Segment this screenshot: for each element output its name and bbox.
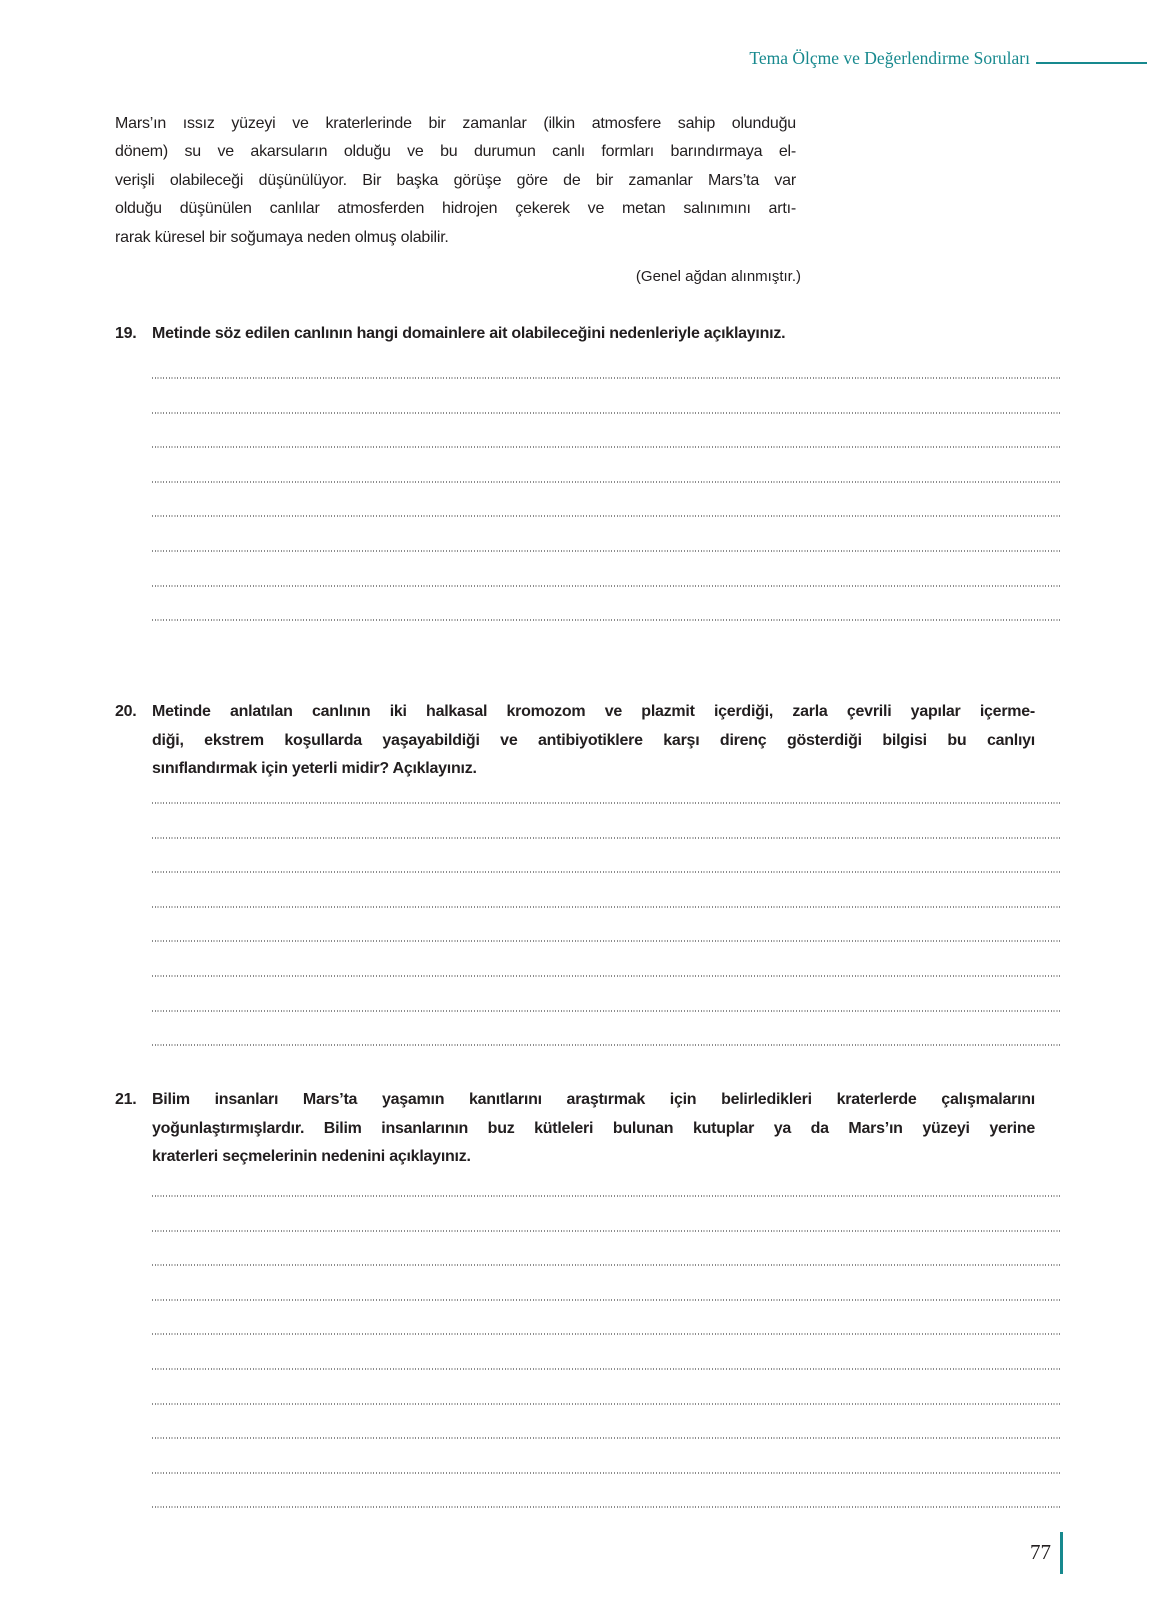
answer-line	[152, 1333, 1062, 1368]
question-21	[115, 1086, 1035, 1172]
answer-line	[152, 1506, 1062, 1541]
footer-accent-bar	[1060, 1532, 1063, 1574]
question-20	[115, 698, 1035, 784]
intro-line: verişli olabileceği düşünülüyor. Bir başka görüşe göre de bir zamanlar Mars’ta var	[115, 171, 796, 189]
answer-line	[152, 1472, 1062, 1507]
answer-line	[152, 975, 1062, 1010]
answer-line	[152, 377, 1062, 412]
question-line: Bilim insanları Mars’ta yaşamın kanıtlarını araştırmak için belirledikleri kraterlerde çalışmalarını	[152, 1091, 1035, 1108]
question-19	[115, 320, 1035, 349]
question-line: diği, ekstrem koşullarda yaşayabildiği ve antibiyotiklere karşı direnç gösterdiği bilgisi bu canlıyı	[152, 731, 1035, 749]
answer-line	[152, 940, 1062, 975]
answer-line	[152, 481, 1062, 516]
answer-line	[152, 1368, 1062, 1403]
intro-line: olduğu düşünülen canlılar atmosferden hidrojen çekerek ve metan salınımını artı-	[115, 200, 796, 218]
header-rule	[1036, 62, 1147, 64]
source-attribution: (Genel ağdan alınmıştır.)	[635, 268, 801, 285]
answer-lines-q21	[152, 1195, 1062, 1541]
intro-paragraph	[115, 110, 796, 252]
answer-line	[152, 1010, 1062, 1045]
question-text	[152, 1086, 1035, 1172]
answer-lines-q20	[152, 802, 1062, 1079]
question-number: 20.	[115, 703, 137, 720]
question-number: 19.	[115, 325, 137, 342]
question-line: yoğunlaştırmışlardır. Bilim insanlarının buz kütleleri bulunan kutuplar ya da Mars’ın yüzeyi yerine	[152, 1119, 1035, 1137]
answer-lines-q19	[152, 377, 1062, 654]
answer-line	[152, 550, 1062, 585]
answer-line	[152, 1195, 1062, 1230]
page-number: 77	[1030, 1540, 1051, 1564]
answer-line	[152, 619, 1062, 654]
question-number: 21.	[115, 1091, 137, 1108]
answer-line	[152, 871, 1062, 906]
answer-line	[152, 802, 1062, 837]
answer-line	[152, 1264, 1062, 1299]
answer-line	[152, 515, 1062, 550]
question-line: Metinde anlatılan canlının iki halkasal kromozom ve plazmit içerdiği, zarla çevrili yapılar içerme-	[152, 703, 1035, 720]
question-text	[152, 698, 1035, 784]
answer-line	[152, 1403, 1062, 1438]
answer-line	[152, 906, 1062, 941]
question-line: sınıflandırmak için yeterli midir? Açıklayınız.	[152, 760, 477, 777]
question-line: Metinde söz edilen canlının hangi domainlere ait olabileceğini nedenleriyle açıklayınız.	[152, 325, 786, 342]
answer-line	[152, 837, 1062, 872]
answer-line	[152, 585, 1062, 620]
answer-line	[152, 1230, 1062, 1265]
page-title: Tema Ölçme ve Değerlendirme Soruları	[749, 48, 1030, 68]
question-text	[152, 320, 1035, 349]
answer-line	[152, 1299, 1062, 1334]
answer-line	[152, 1437, 1062, 1472]
answer-line	[152, 412, 1062, 447]
answer-line	[152, 1044, 1062, 1079]
question-line: kraterleri seçmelerinin nedenini açıklayınız.	[152, 1148, 471, 1165]
answer-line	[152, 446, 1062, 481]
intro-line: dönem) su ve akarsuların olduğu ve bu durumun canlı formları barındırmaya el-	[115, 143, 796, 161]
intro-line: rarak küresel bir soğumaya neden olmuş olabilir.	[115, 228, 449, 246]
intro-line: Mars’ın ıssız yüzeyi ve kraterlerinde bir zamanlar (ilkin atmosfere sahip olunduğu	[115, 115, 796, 132]
